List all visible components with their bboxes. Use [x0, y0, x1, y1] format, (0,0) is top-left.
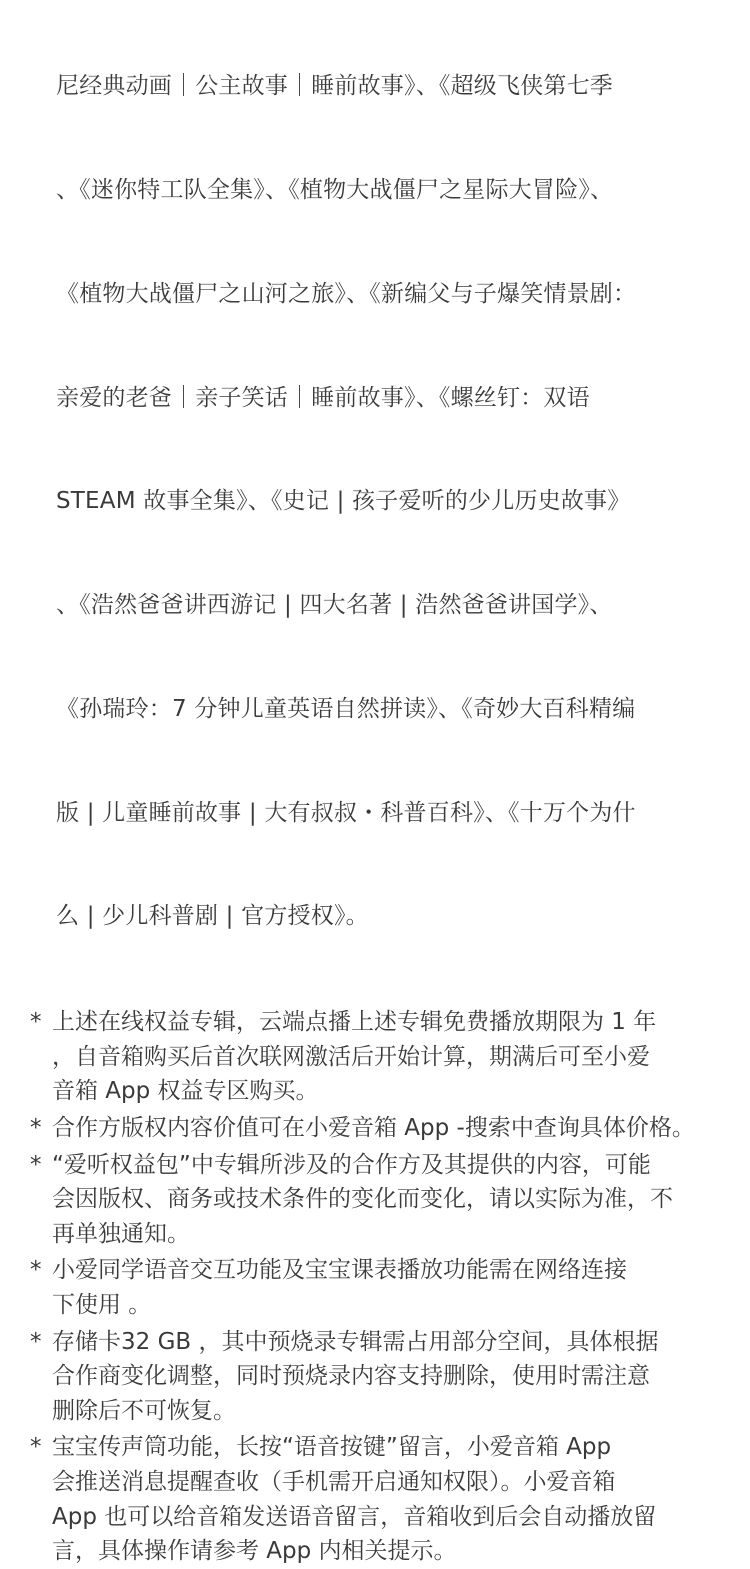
intro-line: 、《迷你特工队全集》、《植物大战僵尸之星际大冒险》、: [56, 176, 614, 203]
footnote-text: [52, 1430, 722, 1568]
intro-line: STEAM 故事全集》、《史记 | 孩子爱听的少儿历史故事》: [56, 488, 631, 515]
footnote-item: [30, 1325, 722, 1429]
footnote-line: 宝宝传声筒功能，长按“语音按键”留言，小爱音箱 App: [52, 1434, 612, 1461]
footnote-line: 上述在线权益专辑，云端点播上述专辑免费播放期限为 1 年: [52, 1009, 657, 1036]
footnote-line: 小爱同学语音交互功能及宝宝课表播放功能需在网络连接: [52, 1257, 627, 1284]
intro-line: 、《浩然爸爸讲西游记 | 四大名著 | 浩然爸爸讲国学》、: [56, 592, 613, 619]
footnote-line: 言，具体操作请参考 App 内相关提示。: [52, 1538, 457, 1565]
footnote-item: [30, 1430, 722, 1568]
footnote-item: [30, 1111, 722, 1146]
intro-line: 《植物大战僵尸之山河之旅》、《新编父与子爆笑情景剧：: [56, 280, 637, 307]
intro-line: 么 | 少儿科普剧 | 官方授权》。: [56, 903, 369, 930]
footnote-text: [52, 1148, 722, 1252]
footnote-line: 下使用 。: [52, 1291, 152, 1318]
footnote-list: [30, 1005, 722, 1569]
asterisk-bullet: *: [30, 1151, 42, 1178]
asterisk-bullet: *: [30, 1115, 42, 1141]
footnote-text: [52, 1325, 722, 1429]
intro-line: 《孙瑞玲：7 分钟儿童英语自然拼读》、《奇妙大百科精编: [56, 695, 636, 722]
asterisk-bullet: *: [30, 1009, 42, 1036]
footnote-line: ，自音箱购买后首次联网激活后开始计算，期满后可至小爱: [52, 1043, 650, 1070]
footnote-line: 存储卡32 GB ，其中预烧录专辑需占用部分空间，具体根据: [52, 1328, 659, 1355]
footnote-line: 合作方版权内容价值可在小爱音箱 App -搜索中查询具体价格。: [52, 1115, 695, 1141]
footnote-item: [30, 1253, 722, 1322]
footnote-line: 合作商变化调整，同时预烧录内容支持删除，使用时需注意: [52, 1363, 650, 1390]
footnote-line: 再单独通知。: [52, 1220, 190, 1247]
asterisk-bullet: *: [30, 1328, 42, 1355]
asterisk-bullet: *: [30, 1434, 42, 1461]
intro-line: 版 | 儿童睡前故事 | 大有叔叔・科普百科》、《十万个为什: [56, 799, 636, 826]
intro-line: 尼经典动画｜公主故事｜睡前故事》、《超级飞侠第七季: [56, 73, 613, 100]
footnote-item: [30, 1148, 722, 1252]
footnote-line: 会推送消息提醒查收（手机需开启通知权限）。小爱音箱: [52, 1468, 616, 1495]
footnote-line: App 也可以给音箱发送语音留言，音箱收到后会自动播放留: [52, 1503, 657, 1530]
album-list-continuation: [56, 0, 722, 1003]
asterisk-bullet: *: [30, 1257, 42, 1284]
footnote-line: 会因版权、商务或技术条件的变化而变化，请以实际为准，不: [52, 1186, 673, 1213]
footnote-item: [30, 1005, 722, 1109]
footnote-line: “爱听权益包”中专辑所涉及的合作方及其提供的内容，可能: [52, 1151, 651, 1178]
footnote-line: 音箱 App 权益专区购买。: [52, 1078, 319, 1105]
footnote-text: [52, 1111, 722, 1146]
footnote-text: [52, 1005, 722, 1109]
intro-line: 亲爱的老爸｜亲子笑话｜睡前故事》、《螺丝钉：双语: [56, 384, 590, 411]
footnote-line: 删除后不可恢复。: [52, 1397, 236, 1424]
footnote-text: [52, 1253, 722, 1322]
